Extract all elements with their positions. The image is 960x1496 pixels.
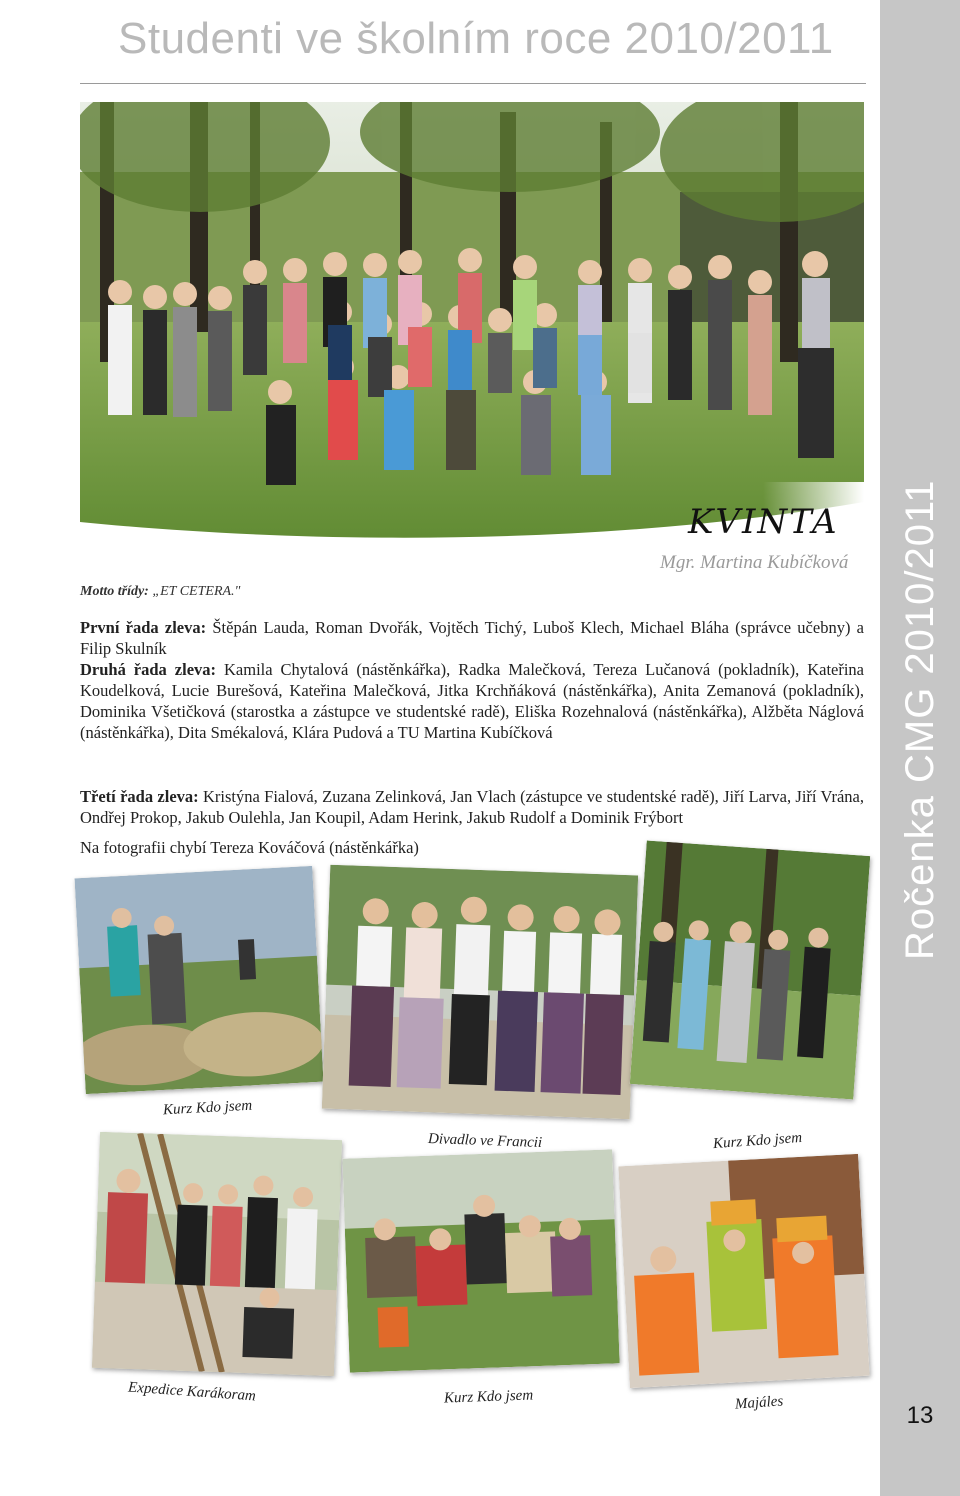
class-name: KVINTA xyxy=(688,502,839,542)
page-number: 13 xyxy=(906,1402,934,1429)
title-divider xyxy=(80,83,866,84)
photo-expedice-karakoram xyxy=(92,1132,342,1376)
missing-student-note: Na fotografii chybí Tereza Kováčová (nástěnkářka) xyxy=(80,838,419,857)
first-row-names xyxy=(80,617,864,659)
class-motto xyxy=(80,584,240,600)
first-row-text: Štěpán Lauda, Roman Dvořák, Vojtěch Tichý, Luboš Klech, Michael Bláha (správce učebny) a Filip Skulník xyxy=(80,618,864,658)
caption-majales: Majáles xyxy=(734,1393,784,1413)
sidebar-yearbook-text: Ročenka CMG 2010/2011 xyxy=(898,479,942,960)
caption-divadlo-ve-francii: Divadlo ve Francii xyxy=(427,1131,543,1151)
third-row-label: Třetí řada zleva: xyxy=(80,787,199,806)
third-row-text: Kristýna Fialová, Zuzana Zelinková, Jan Vlach (zástupce ve studentské radě), Jiří Larva, Jiří Vrána, Ondřej Prokop, Jakub Oulehla, Jan Koupil, Adam Herink, Jakub Rudolf a Dominik Frýbort xyxy=(80,787,865,827)
second-row-label: Druhá řada zleva: xyxy=(80,660,217,679)
caption-expedice-karakoram: Expedice Karákoram xyxy=(127,1379,257,1405)
motto-label: Motto třídy: xyxy=(80,584,149,599)
photo-majales xyxy=(618,1154,869,1388)
second-row-text: Kamila Chytalová (nástěnkářka), Radka Malečková, Tereza Lučanová (pokladník), Kateřina Koudelková, Lucie Burešová, Kateřina Malečková, Jitka Krchňáková (nástěnkářka), Anita Zemanová (pokladník), Dominika Všetičková (starostka a zástupce ve studentské radě), Eliška Rozehnalová (nástěnkářka), Alžběta Náglová (nástěnkářka), Dita Smékalová, Klára Pudová a TU Martina Kubíčková xyxy=(80,660,865,742)
second-row-names xyxy=(80,659,864,743)
caption-kurz-kdo-jsem-3: Kurz Kdo jsem xyxy=(443,1387,534,1407)
page-title: Studenti ve školním roce 2010/2011 xyxy=(118,14,834,63)
photo-kurz-kdo-jsem-2 xyxy=(630,840,870,1099)
third-row-names xyxy=(80,786,864,828)
caption-kurz-kdo-jsem-1: Kurz Kdo jsem xyxy=(162,1097,253,1119)
photo-divadlo-ve-francii xyxy=(322,865,638,1120)
class-group-photo xyxy=(80,102,864,550)
first-row-label: První řada zleva: xyxy=(80,618,207,637)
caption-kurz-kdo-jsem-2: Kurz Kdo jsem xyxy=(712,1129,803,1153)
motto-value: „ET CETERA." xyxy=(152,584,241,599)
photo-kurz-kdo-jsem-1 xyxy=(75,866,324,1094)
photo-kurz-kdo-jsem-3 xyxy=(342,1149,619,1372)
class-teacher: Mgr. Martina Kubíčková xyxy=(660,552,849,573)
